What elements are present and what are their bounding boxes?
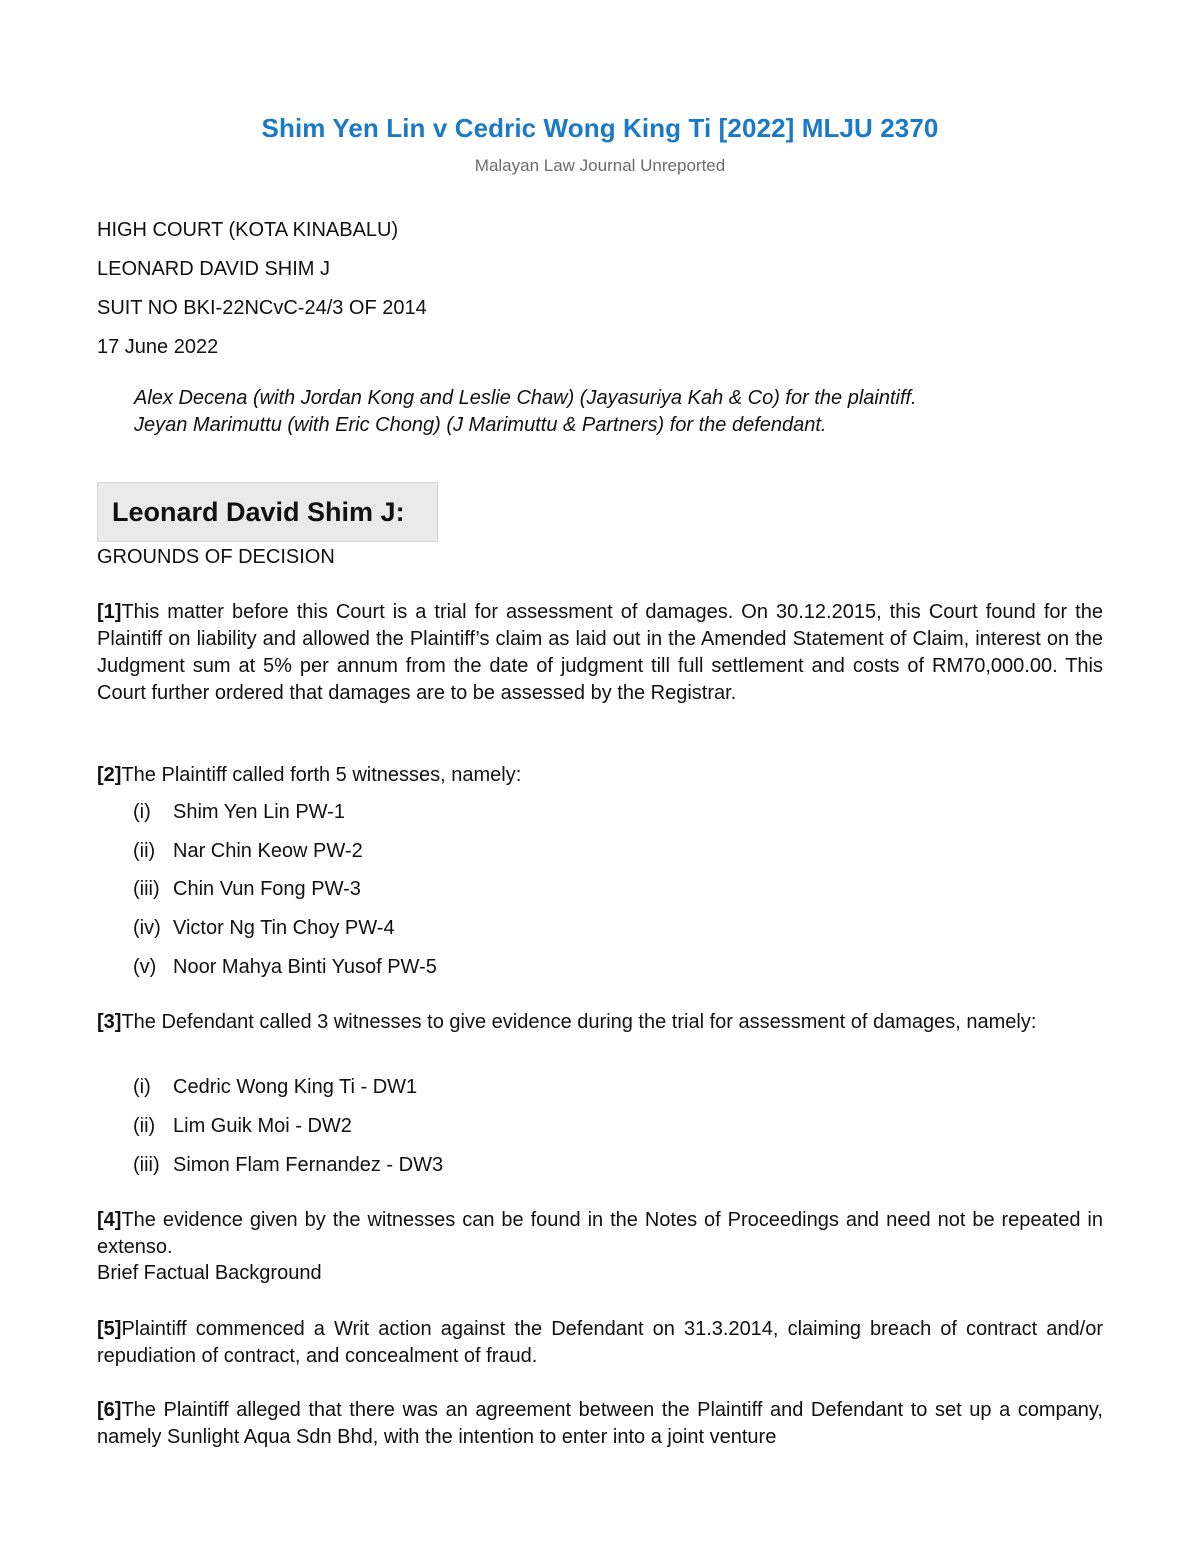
judge-heading: Leonard David Shim J: xyxy=(112,497,405,527)
list-item xyxy=(133,840,363,863)
paragraph-4 xyxy=(97,1207,1103,1261)
witness-name: Lim Guik Moi - DW2 xyxy=(173,1115,352,1137)
paragraph-number: [1] xyxy=(97,601,122,623)
paragraph-number: [4] xyxy=(97,1209,122,1231)
journal-name: Malayan Law Journal Unreported xyxy=(474,156,726,175)
list-numeral: (ii) xyxy=(133,840,156,862)
paragraph-number: [5] xyxy=(97,1318,122,1340)
witness-name: Simon Flam Fernandez - DW3 xyxy=(173,1154,444,1176)
paragraph-text: The Defendant called 3 witnesses to give evidence during the trial for assessment of damages, namely: xyxy=(121,1011,1037,1033)
counsel-block xyxy=(134,385,917,439)
list-numeral: (iii) xyxy=(133,1154,160,1176)
paragraph-3 xyxy=(97,1009,1103,1036)
list-numeral: (i) xyxy=(133,1076,151,1098)
witness-name: Noor Mahya Binti Yusof PW-5 xyxy=(173,956,437,978)
judgment-date: 17 June 2022 xyxy=(97,336,219,358)
list-item xyxy=(133,878,361,901)
witness-name: Shim Yen Lin PW-1 xyxy=(173,801,345,823)
case-title: Shim Yen Lin v Cedric Wong King Ti [2022] MLJU 2370 xyxy=(261,113,939,143)
list-numeral: (v) xyxy=(133,956,157,978)
paragraph-text: The Plaintiff called forth 5 witnesses, namely: xyxy=(121,764,522,786)
list-item xyxy=(133,801,345,824)
paragraph-2 xyxy=(97,762,1103,789)
list-item xyxy=(133,1115,352,1138)
paragraph-5 xyxy=(97,1316,1103,1370)
brief-background-heading: Brief Factual Background xyxy=(97,1262,322,1284)
paragraph-text: The Plaintiff alleged that there was an agreement between the Plaintiff and Defendant to set up a company, namely Sunlight Aqua Sdn Bhd, with the intention to enter into a joint venture xyxy=(97,1399,1103,1448)
list-item xyxy=(133,1076,417,1099)
court-name: HIGH COURT (KOTA KINABALU) xyxy=(97,219,399,241)
list-item xyxy=(133,956,437,979)
list-numeral: (iv) xyxy=(133,917,161,939)
judge-name: LEONARD DAVID SHIM J xyxy=(97,258,330,280)
paragraph-text: This matter before this Court is a trial for assessment of damages. On 30.12.2015, this Court found for the Plaintiff on liability and allowed the Plaintiff’s claim as laid out in the Amended Statement of Claim, interest on the Judgment sum at 5% per annum from the date of judgment till full settlement and costs of RM70,000.00. This Court further ordered that damages are to be assessed by the Registrar. xyxy=(97,601,1103,704)
judge-heading-box xyxy=(97,482,438,542)
witness-name: Victor Ng Tin Choy PW-4 xyxy=(173,917,395,939)
paragraph-number: [2] xyxy=(97,764,122,786)
paragraph-number: [6] xyxy=(97,1399,122,1421)
paragraph-text: The evidence given by the witnesses can be found in the Notes of Proceedings and need not be repeated in extenso. xyxy=(97,1209,1103,1258)
witness-name: Chin Vun Fong PW-3 xyxy=(173,878,361,900)
paragraph-text: Plaintiff commenced a Writ action against the Defendant on 31.3.2014, claiming breach of contract and/or repudiation of contract, and concealment of fraud. xyxy=(97,1318,1103,1367)
paragraph-number: [3] xyxy=(97,1011,122,1033)
defendant-counsel: Jeyan Marimuttu (with Eric Chong) (J Marimuttu & Partners) for the defendant. xyxy=(134,414,827,436)
grounds-heading: GROUNDS OF DECISION xyxy=(97,546,335,568)
list-item xyxy=(133,1154,443,1177)
list-item xyxy=(133,917,395,940)
plaintiff-counsel: Alex Decena (with Jordan Kong and Leslie Chaw) (Jayasuriya Kah & Co) for the plaintiff. xyxy=(134,387,917,409)
paragraph-1 xyxy=(97,599,1103,707)
list-numeral: (iii) xyxy=(133,878,160,900)
list-numeral: (i) xyxy=(133,801,151,823)
witness-name: Cedric Wong King Ti - DW1 xyxy=(173,1076,418,1098)
paragraph-6 xyxy=(97,1397,1103,1451)
suit-number: SUIT NO BKI-22NCvC-24/3 OF 2014 xyxy=(97,297,427,319)
witness-name: Nar Chin Keow PW-2 xyxy=(173,840,363,862)
list-numeral: (ii) xyxy=(133,1115,156,1137)
